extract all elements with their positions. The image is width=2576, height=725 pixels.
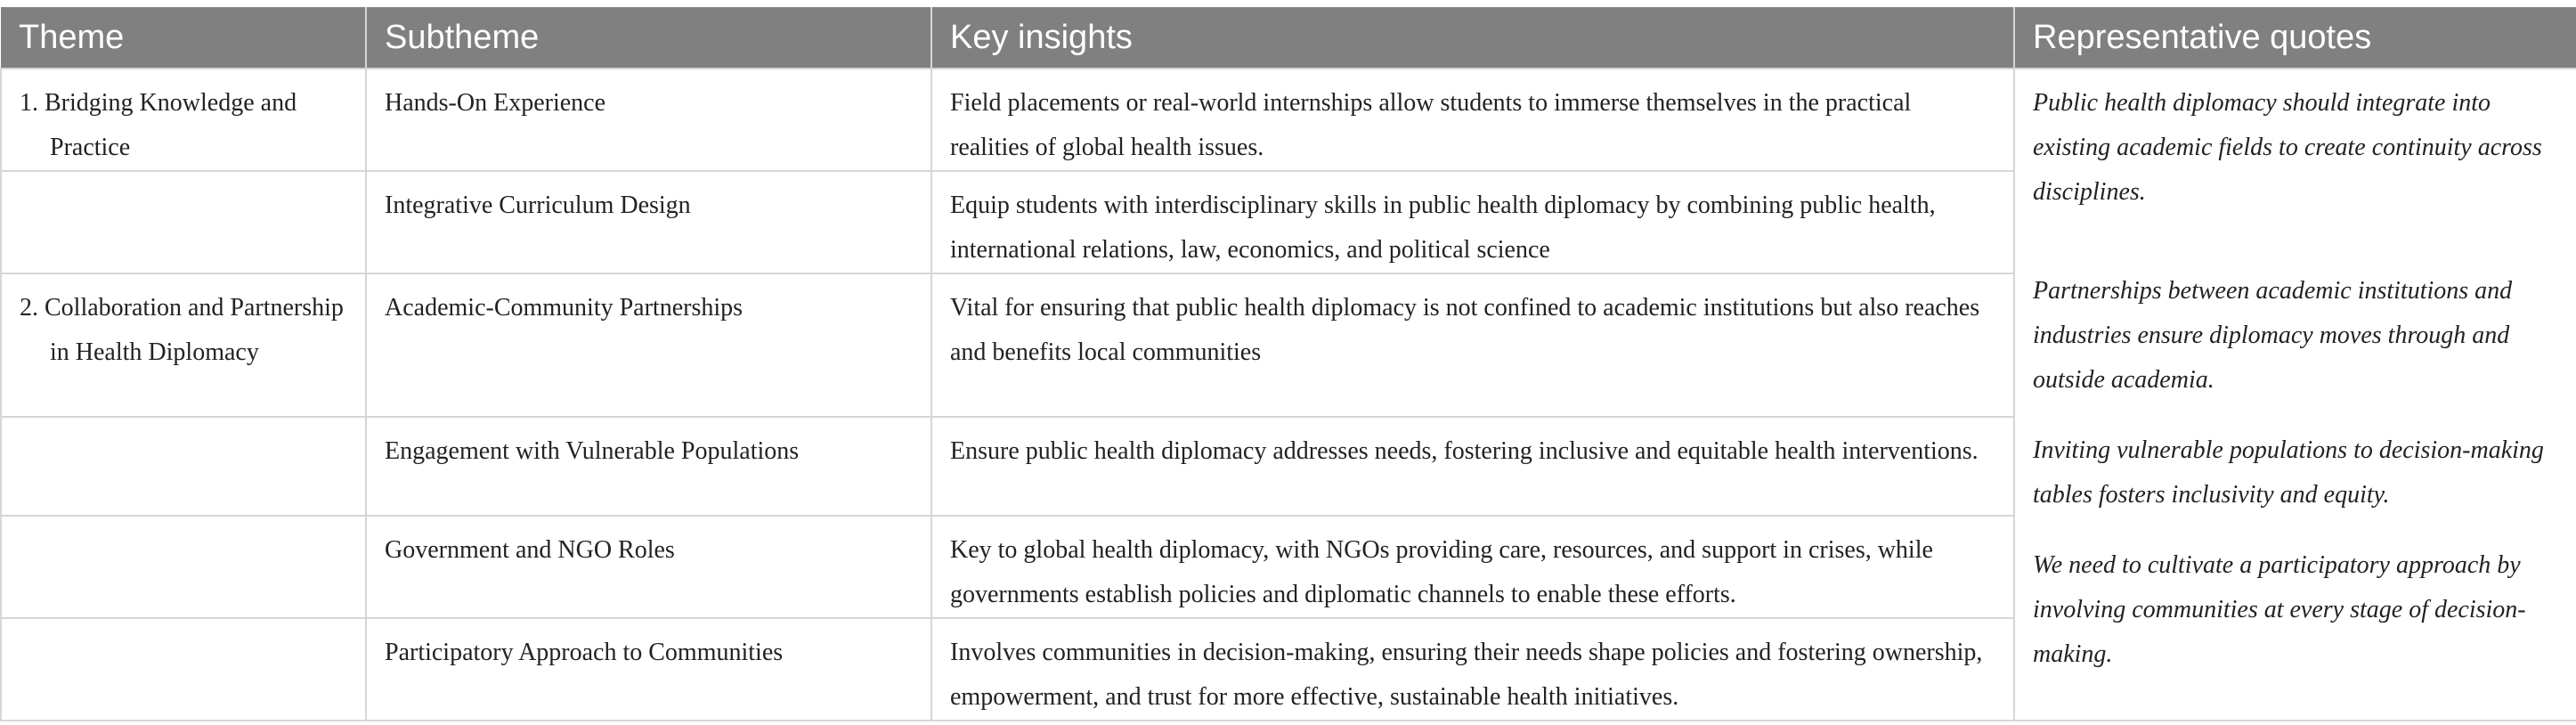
themes-table <box>0 7 2576 721</box>
theme-cell <box>1 618 366 721</box>
subtheme-cell: Engagement with Vulnerable Populations <box>366 417 931 516</box>
header-representative-quotes: Representative quotes <box>2014 7 2576 69</box>
insight-cell: Equip students with interdisciplinary skills in public health diplomacy by combining public health, international relations, law, economics, and political science <box>931 171 2014 273</box>
theme-cell <box>1 69 366 171</box>
quote-text: Inviting vulnerable populations to decision-making tables fosters inclusivity and equity. <box>2033 436 2544 509</box>
subtheme-cell: Participatory Approach to Communities <box>366 618 931 721</box>
insight-cell: Key to global health diplomacy, with NGOs providing care, resources, and support in crises, while governments establish policies and diplomatic channels to enable these efforts. <box>931 516 2014 618</box>
theme-cell <box>1 171 366 273</box>
theme-text: 2. Collaboration and Partnership in Health Diplomacy <box>20 294 344 366</box>
insight-cell: Ensure public health diplomacy addresses needs, fostering inclusive and equitable health interventions. <box>931 417 2014 516</box>
header-key-insights: Key insights <box>931 7 2014 69</box>
quote-text: We need to cultivate a participatory approach by involving communities at every stage of decision-making. <box>2033 551 2526 668</box>
header-theme: Theme <box>1 7 366 69</box>
subtheme-cell: Hands-On Experience <box>366 69 931 171</box>
table-header-row <box>1 7 2576 69</box>
theme-cell <box>1 417 366 516</box>
theme-cell <box>1 273 366 417</box>
subtheme-cell: Government and NGO Roles <box>366 516 931 618</box>
insight-cell: Involves communities in decision-making, ensuring their needs shape policies and fostering ownership, empowerment, and trust for more effective, sustainable health initiatives. <box>931 618 2014 721</box>
theme-text: 1. Bridging Knowledge and Practice <box>20 89 297 161</box>
subtheme-cell: Integrative Curriculum Design <box>366 171 931 273</box>
theme-cell <box>1 516 366 618</box>
quotes-cell <box>2014 69 2576 721</box>
quote-text: Partnerships between academic institutions and industries ensure diplomacy moves through and outside academia. <box>2033 277 2513 394</box>
table-row <box>1 69 2576 171</box>
insight-cell: Field placements or real-world internships allow students to immerse themselves in the practical realities of global health issues. <box>931 69 2014 171</box>
header-subtheme: Subtheme <box>366 7 931 69</box>
insight-cell: Vital for ensuring that public health diplomacy is not confined to academic institutions but also reaches and benefits local communities <box>931 273 2014 417</box>
subtheme-cell: Academic-Community Partnerships <box>366 273 931 417</box>
quote-text: Public health diplomacy should integrate into existing academic fields to create continuity across disciplines. <box>2033 89 2542 206</box>
